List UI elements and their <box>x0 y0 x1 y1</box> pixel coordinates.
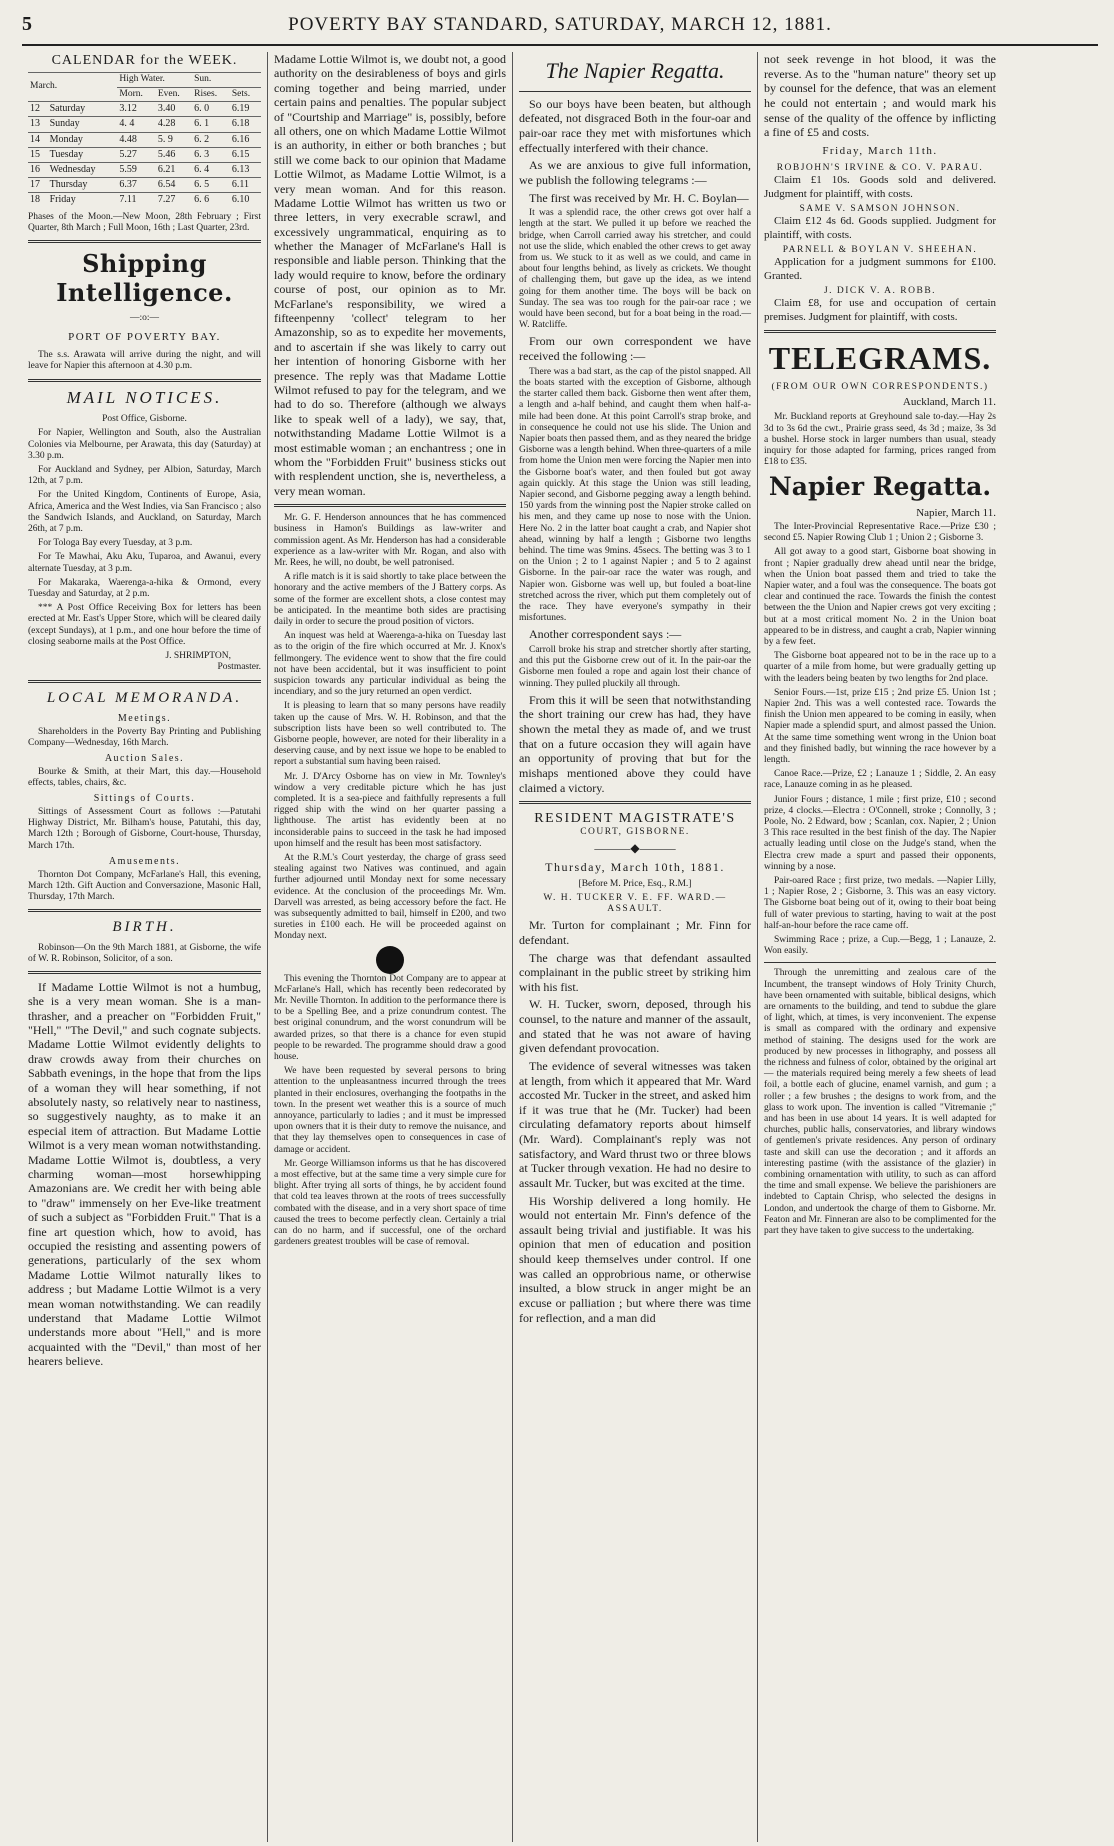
column-4 <box>757 52 1002 1842</box>
news-paragraph: Mr. George Williamson informs us that he has discovered a most effective, but at the same time a very simple cure for blight. After trying all sorts of things, he by accident found that cold tea leaves thrown at the roots of trees successfully combated with the disease, and in a very short space of time caused the trees to become perfectly clean. Certainly a trial can do no harm, and if successful, one of the orchard gardeners greatest troubles will be case of removal. <box>274 1158 506 1248</box>
calendar-cell: 3.40 <box>156 102 192 117</box>
calendar-cell: 6. 6 <box>192 193 230 208</box>
mail-item: For Tologa Bay every Tuesday, at 3 p.m. <box>38 538 193 549</box>
mail-item: For the United Kingdom, Continents of Europe, Asia, Africa, America and the West Indies, via San Francisco ; also the Sandwich Islands, and Auckland, on Saturday, March 26th, at 7 p.m. <box>28 490 261 535</box>
memo-heading: Auction Sales. <box>104 753 185 764</box>
column-3: The Napier Regatta. So our boys have been beaten, but although defeated, not disgraced Both in the four-oar and pair-oar race they met with misfortunes which effectually interfered with their chance. As we are anxious to give full information, we publish the following telegrams :— The first was received by Mr. H. C. Boylan— It was a splendid race, the other crews got over half a length at the start. We pulled it up before we reached the bridge, when Carroll carried away his stretcher, and could not use the slide, which enabled the other crews to get away from us. We stuck to it as well as we could, and came in about four lengths behind, as lively as crickets. We thought of challenging them, but gave up the idea, as we intend going for them another time. The boys will be back on Sunday. The sea was too rough for the pair-oar race ; we would have been second, but for a boat being in the road.—W. Ratcliffe. From our own correspondent we have received the following :— There was a bad start, as the cap of the pistol snapped. All the boats started with the exception of Gisborne, although the starter called them back. Gisborne then went after them, a length and a-half behind, and caught them when half-a-mile had been done. At this point Carroll's strap broke, and in consequence he could not use his slide. The Union and Napier boats then passed them, and as they neared the bridge Gisborne was a length behind. When three-quarters of a mile from home the Union men were forcing the Napier men into the Gisborne boat's water, and then fouled but got away again quickly. At this stage the Union was still leading, Napier second, and Gisborne pegging away a length behind. 150 yards from the winning post the Napier stroke called on his men, and they came up nose to nose with the Union. Here No. 2 in the latter boat caught a crab, and Napier shot ahead, winning by half a length ; Gisborne two lengths behind. The time was 9mins. 45secs. The betting was 3 to 1 on the Union ; 2 to 1 against Napier ; and 5 to 2 against Gisborne. In the pair-oar race the water was rough, and Napier won. Gisborne was well up, but fouled a boat-line stretched across the river, which put them completely out of the race. They have everyone's sympathy in their misfortunes. Another correspondent says :— Carroll broke his strap and stretcher shortly after starting, and this put the Gisborne crew out of it. In the pair-oar the Gisborne men fouled a rope and again lost their chance of winning. They pulled pluckily all through. From this it will be seen that notwithstanding the short training our crew has had, they have shown the metal they as made of, and we trust that on a future occasion they will again have an opportunity of proving that but for the mishaps mentioned above they could have claimed a victory. RESIDENT MAGISTRATE'S COURT, GISBORNE. ———◆——— Thursday, March 10th, 1881. [Before M. Price, Esq., R.M.] W. H. TUCKER V. E. FF. WARD.—ASSAULT. Mr. Turton for complainant ; Mr. Finn for defendant. The charge was that defendant assaulted complainant in the public street by striking him with his fist. W. H. Tucker, sworn, deposed, through his counsel, to the nature and manner of the assault, and stated that he was not aware of having given defendant provocation. The evidence of several witnesses was taken at length, from which it appeared that Mr. Ward accosted Mr. Tucker in the street, and asked him if it was true that he (Mr. Tucker) had been circulating defamatory reports about himself (Mr. Ward). Complainant's reply was not satisfactory, and Ward thrust two or three blows at Tucker through vexation. He had no desire to assault Mr. Tucker, but was excited at the time. His Worship delivered a long homily. He would not entertain Mr. Finn's defence of the assault being trivial and justifiable. It was his opinion that men of education and position should keep themselves under control. If one was called an opprobrious name, or otherwise insulted, a blow struck in anger might be an excuse or palliation ; but where there was time for reflection, and a man did <box>512 52 757 1842</box>
friday-heading: Friday, March 11th. <box>822 144 938 157</box>
memo-heading: Meetings. <box>117 712 172 724</box>
newspaper-title: POVERTY BAY STANDARD, SATURDAY, MARCH 12, 1881. <box>288 14 832 35</box>
napier-item: Canoe Race.—Prize, £2 ; Lanauze 1 ; Siddle, 2. An easy race, Lanauze coming in as he pleased. <box>764 769 996 791</box>
regatta-intro-3: The first was received by Mr. H. C. Boylan— <box>529 190 749 205</box>
calendar-cell: 6.18 <box>230 117 261 132</box>
regatta-title: The Napier Regatta. <box>545 58 725 83</box>
calendar-cell: 4.48 <box>117 132 155 147</box>
court-paragraph: W. H. Tucker, sworn, deposed, through his counsel, to the nature and manner of the assault, and stated that he was not aware of having given defendant provocation. <box>519 997 751 1056</box>
calendar-cell: 6. 1 <box>192 117 230 132</box>
calendar-table: March. High Water. Sun. Morn. Even. Rises. Sets. 12 Saturday 3.12 3.40 6. 0 6.19 13 Sunday 4. 4 4.28 6. 1 6.18 14 Monday 4.48 5. 9 6. 2 6.16 15 Tuesday 5.27 5.46 6. 3 6.15 16 Wednesday 5.59 6.21 6. 4 6.13 17 Thursday 6.37 6.54 6. 5 6.11 18 Friday 7.11 7.27 6. 6 6.10 <box>28 72 261 207</box>
court-paragraph: The charge was that defendant assaulted complainant in the public street by striking him with his fist. <box>519 950 751 994</box>
case-text: Application for a judgment summons for £100. Granted. <box>764 256 996 282</box>
calendar-cell: 18 <box>28 193 48 208</box>
calendar-cell: 5.46 <box>156 147 192 162</box>
calendar-cell: 6.19 <box>230 102 261 117</box>
calendar-cell: 13 <box>28 117 48 132</box>
court-date: Thursday, March 10th, 1881. <box>545 860 725 875</box>
mail-item: *** A Post Office Receiving Box for letters has been erected at Mr. East's Upper Store, which will be cleared daily (except Sundays), at 1 p.m., and one hour before the time of closing seaborne mails at the Post Office. <box>28 603 261 647</box>
calendar-cell: 6.16 <box>230 132 261 147</box>
court-cases <box>764 163 996 324</box>
calendar-cell: Thursday <box>48 178 118 193</box>
shipping-title: Shipping Intelligence. <box>56 248 233 308</box>
calendar-cell: Sunday <box>48 117 118 132</box>
calendar-cell: 4. 4 <box>117 117 155 132</box>
calendar-cell: 4.28 <box>156 117 192 132</box>
case-name: PARNELL & BOYLAN V. SHEEHAN. <box>782 245 978 256</box>
napier-item: Pair-oared Race ; first prize, two medals. —Napier Lilly, 1 ; Napier Rose, 2 ; Gisborne, 3. This was an easy victory. The Gisborne boat being out of it, owing to their boat being full of water previous to starting, having to wait at the post half-an-hour before the race came off. <box>764 876 996 931</box>
regatta-conclusion: From this it will be seen that notwithstanding the short training our crew has had, they have shown the metal they as made of, and we trust that on a future occasion they will again have an opportunity of proving that but for the mishaps mentioned above they could have claimed a victory. <box>519 692 751 795</box>
local-memoranda-title: LOCAL MEMORANDA. <box>46 689 243 706</box>
court-paragraph: His Worship delivered a long homily. He would not entertain Mr. Finn's defence of the assault being trivial and justifiable. It was his opinion that men of education and position should keep themselves under control. If one was called an opprobrious name, or otherwise insulted, a blow struck in anger might be an excuse or palliation ; but where there was time for reflection, and a man did <box>519 1193 751 1325</box>
calendar-cell: 6.13 <box>230 162 261 177</box>
auckland-text: Mr. Buckland reports at Greyhound sale to-day.—Hay 2s 3d to 3s 6d the cwt., Prairie grass seed, 4s 3d ; maize, 3s 3d a bushel. Horse stock in larger numbers than usual, steady inquiry for those adapted for farming, prices ranged from £18 to £35. <box>764 412 996 468</box>
telegram-2: There was a bad start, as the cap of the pistol snapped. All the boats started with the exception of Gisborne, although the starter called them back. Gisborne then went after them, a length and a-half behind, and caught them when half-a-mile had been done. At this point Carroll's strap broke, and in consequence he could not use his slide. The Union and Napier boats then passed them, and as they neared the bridge Gisborne was a length behind. When three-quarters of a mile from home the Union men were forcing the Napier men into the Gisborne boat's water, and then fouled but got away again quickly. At this stage the Union was still leading, Napier second, and Gisborne pegging away a length behind. 150 yards from the winning post the Napier stroke called on his men, and they came up nose to nose with the Union. Here No. 2 in the latter boat caught a crab, and Napier shot ahead, winning by half a length ; Gisborne two lengths behind. The time was 9mins. 45secs. The betting was 3 to 1 on the Union ; 2 to 1 against Napier ; and 5 to 2 against Gisborne. In the pair-oar race the water was rough, and Napier won. Gisborne was well up, but fouled a boat-line stretched across the river, which put them completely out of the race. They have everyone's sympathy in their misfortunes. <box>519 366 751 624</box>
calendar-cell: 6.11 <box>230 178 261 193</box>
mail-item: For Napier, Wellington and South, also the Australian Colonies via Melbourne, per Arawata, this day (Saturday) at 3.30 p.m. <box>28 428 261 461</box>
case-text: Claim £8, for use and occupation of certain premises. Judgment for plaintiff, with costs. <box>764 297 996 323</box>
calendar-cell: 6.54 <box>156 178 192 193</box>
birth-notice: Robinson—On the 9th March 1881, at Gisborne, the wife of W. R. Robinson, Solicitor, of a son. <box>28 942 261 964</box>
news-paragraph: Mr. G. F. Henderson announces that he has commenced business in Hamon's Buildings as law-writer and commission agent. As Mr. Henderson has had a considerable experience as a law-writer with Mr. Rogan, and also with Mr. Rees, he will, no doubt, be well patronised. <box>274 513 506 568</box>
telegrams-sub: (FROM OUR OWN CORRESPONDENTS.) <box>771 382 989 393</box>
telegrams-title: TELEGRAMS. <box>768 340 992 377</box>
calendar-cell: 6.10 <box>230 193 261 208</box>
news-paragraph: At the R.M.'s Court yesterday, the charge of grass seed stealing against two Natives was continued, and again further adjourned until Monday next for some necessary evidence. At the conclusion of the proceedings Mr. Wm. Darvell was arrested, as being accessory before the fact. He was subsequently admitted to bail, himself in £200, and two sureties in £100 each. He will be proceeded against on Monday next. <box>274 853 506 942</box>
news-paragraph: This evening the Thornton Dot Company are to appear at McFarlane's Hall, which has recently been redecorated by Mr. Neville Thornton. In addition to the performance there is to be a Spelling Bee, and a prize conundrum contest. The best original conundrum, and the worst conundrum will be awarded prizes, so that there is a chance for even stupid people to be rewarded. The programme should draw a good house. <box>274 973 506 1063</box>
news-paragraph: Mr. J. D'Arcy Osborne has on view in Mr. Townley's window a very creditable picture which he has just completed. It is a sea-piece and faithfully represents a full rigged ship with the wind on her quarter passing a lighthouse. The artist has evidently been at no inconsiderable pains to succeed in the task he had imposed upon himself and the result has been most satisfactory. <box>274 771 506 849</box>
telegram-1: It was a splendid race, the other crews got over half a length at the start. We pulled it up before we reached the bridge, when Carroll carried away his stretcher, and could not use the slide, which enabled the other crews to get away from us. We stuck to it as well as we could, and came in about four lengths behind, as lively as crickets. We thought of challenging them, but gave up the idea, as we intend going for them another time. The boys will be back on Sunday. The sea was too rough for the pair-oar race ; we would have been second, but for a boat being in the road.—W. Ratcliffe. <box>519 208 751 331</box>
case-name: ROBJOHN'S IRVINE & CO. V. PARAU. <box>776 163 984 174</box>
calendar-row <box>28 102 261 117</box>
napier-items <box>764 522 996 958</box>
court-case: W. H. TUCKER V. E. FF. WARD.—ASSAULT. <box>543 892 727 915</box>
regatta-intro-2: As we are anxious to give full information, we publish the following telegrams :— <box>519 158 751 187</box>
case-name: SAME V. SAMSON JOHNSON. <box>799 204 961 215</box>
calendar-cell: 7.11 <box>117 193 155 208</box>
calendar-cell: 6.21 <box>156 162 192 177</box>
calendar-cell: 6. 0 <box>192 102 230 117</box>
calendar-cell: Saturday <box>48 102 118 117</box>
case-text: Claim £12 4s 6d. Goods supplied. Judgment for plaintiff, with costs. <box>764 215 996 241</box>
news-paragraph: A rifle match is it is said shortly to take place between the honorary and the active members of the J Battery corps. As some of the former are excellent shots, a close contest may be anticipated. In the meantime both sides are practising daily in order to secure the proud position of victors. <box>274 572 506 627</box>
calendar-cell: 6. 4 <box>192 162 230 177</box>
napier-item: Junior Fours ; distance, 1 mile ; first prize, £10 ; second prize, 4 clocks.—Electra : O'Connell, stroke ; Connolly, 3 ; Poole, No. 2 Edward, bow ; Scanlan, cox. Napier, 2 ; Union 3 This race resulted in the best finish of the day. The Napier actually leading until close on the Judge's stand, when the Electra crew made a spurt and passed their opponents, winning by a nose. <box>764 794 996 872</box>
calendar-cell: 7.27 <box>156 193 192 208</box>
ink-blot <box>274 946 506 974</box>
signature-title: Postmaster. <box>217 662 261 673</box>
court-paragraph: Mr. Turton for complainant ; Mr. Finn for defendant. <box>519 918 751 947</box>
memo-text: Bourke & Smith, at their Mart, this day.—Household effects, tables, chairs, &c. <box>28 766 261 788</box>
calendar-row <box>28 193 261 208</box>
calendar-row <box>28 147 261 162</box>
mail-item: For Auckland and Sydney, per Albion, Saturday, March 12th, at 7 p.m. <box>28 465 261 487</box>
calendar-cell: Friday <box>48 193 118 208</box>
napier-regatta-title: Napier Regatta. <box>768 472 992 502</box>
another-correspondent: Another correspondent says :— <box>529 627 682 642</box>
regatta-intro-1: So our boys have been beaten, but although defeated, not disgraced Both in the four-oar and pair-oar race they met with misfortunes which effectually interfered with their chance. <box>519 96 751 155</box>
memo-heading: Sittings of Courts. <box>93 793 196 805</box>
mail-item: For Makaraka, Waerenga-a-hika & Ormond, every Tuesday and Saturday, at 2 p.m. <box>28 577 261 600</box>
napier-item: The Gisborne boat appeared not to be in the race up to a quarter of a mile from home, but were gradually getting up with the leaders being beaten by two lengths for 2nd place. <box>764 651 996 684</box>
calendar-cell: 16 <box>28 162 48 177</box>
calendar-cell: Monday <box>48 132 118 147</box>
mail-items <box>28 428 261 648</box>
birth-title: BIRTH. <box>112 919 177 936</box>
calendar-cell: 5.27 <box>117 147 155 162</box>
calendar-cell: 6. 3 <box>192 147 230 162</box>
news-paragraph: We have been requested by several persons to bring attention to the unpleasantness incurred through the trees planted in their enclosures, overhanging the footpaths in the town. In the present wet weather this is a source of much annoyance, particularly to ladies ; and it must be impressed upon owners that it is their duty to remove the nuisance, and that they lay themselves open to consequences in case of damage or accident. <box>274 1066 506 1155</box>
napier-item: Swimming Race ; prize, a Cup.—Begg, 1 ; Lanauze, 2. Won easily. <box>764 935 996 957</box>
napier-dateline: Napier, March 11. <box>916 506 996 519</box>
calendar-cell: 6. 2 <box>192 132 230 147</box>
court-before: [Before M. Price, Esq., R.M.] <box>578 878 692 889</box>
napier-item: All got away to a good start, Gisborne boat showing in front ; Napier gradually drew ahead until near the bridge, when the Union boat passed them and tried to take the Napier water, and a foul was the consequence. The boats got clear and continued the race. Towards the finish the contest between the the Union and Napier crews got very exciting ; but at a most critical moment No. 2 in the Union boat appeared to be in distress, and caught a crab, Napier winning by a few feet. <box>764 547 996 647</box>
news-paragraph: It is pleasing to learn that so many persons have readily taken up the cause of Mrs. W. H. Robinson, and that the subscription lists have been so well contributed to. The Gisborne people, however, are noted for their liberality in a deserving cause, and by next issue we hope to be enabled to report a substantial sum having been raised. <box>274 701 506 768</box>
correspondent-intro: From our own correspondent we have received the following :— <box>519 334 751 364</box>
mail-item: For Te Mawhai, Aku Aku, Tuparoa, and Awanui, every alternate Tuesday, at 3 p.m. <box>28 552 261 574</box>
port-heading: PORT OF POVERTY BAY. <box>68 330 221 343</box>
page-number: 5 <box>22 13 32 35</box>
column-1: CALENDAR for the WEEK. March. High Water. Sun. Morn. Even. Rises. Sets. 12 Saturday 3.12 3.40 6. 0 6.19 13 Sunday 4. 4 4.28 6. 1 6.18 14 Monday 4.48 5. 9 6. 2 6.16 15 Tuesday 5.27 5.46 6. 3 6.15 16 Wednesday 5.59 6.21 6. 4 6.13 17 Thursday 6.37 6.54 6. 5 6.11 18 Friday 7.11 7.27 6. 6 6.10 Phases of the Moon.—New Moon, 28th February ; First Quarter, 8th March ; Full Moon, 16th ; Last Quarter, 23rd. Shipping Intelligence. —:o:— PORT OF POVERTY BAY. The s.s. Arawata will arrive during the night, and will leave for Napier this afternoon at 4.30 p.m. MAIL NOTICES. Post Office, Gisborne. For Napier, Wellington and South, also the Australian Colonies via Melbourne, per Arawata, this day (Saturday) at 3.30 p.m. For Auckland and Sydney, per Albion, Saturday, March 12th, at 7 p.m. For the United Kingdom, Continents of Europe, Asia, Africa, America and the West Indies, via San Francisco ; also the Sandwich Islands, and Auckland, on Saturday, March 26th, at 7 p.m. For Tologa Bay every Tuesday, at 3 p.m. For Te Mawhai, Aku Aku, Tuparoa, and Awanui, every alternate Tuesday, at 3 p.m. For Makaraka, Waerenga-a-hika & Ormond, every Tuesday and Saturday, at 2 p.m. *** A Post Office Receiving Box for letters has been erected at Mr. East's Upper Store, which will be cleared daily (except Sundays), at 1 p.m., and one hour before the time of closing seaborne mails at the Post Office. J. SHRIMPTON, Postmaster. LOCAL MEMORANDA. Meetings. Shareholders in the Poverty Bay Printing and Publishing Company—Wednesday, 16th March. Auction Sales. Bourke & Smith, at their Mart, this day.—Household effects, tables, chairs, &c. Sittings of Courts. Sittings of Assessment Court as follows :—Patutahi Highway District, Mr. Bilham's house, Patutahi, this day, March 12th ; Borough of Gisborne, Court-house, Thursday, March 17th. Amusements. Thornton Dot Company, McFarlane's Hall, this evening, March 12th. Gift Auction and Conversazione, Masonic Hall, Thursday, 17th March. BIRTH. Robinson—On the 9th March 1881, at Gisborne, the wife of W. R. Robinson, Solicitor, of a son. If Madame Lottie Wilmot is not a humbug, she is a very mean woman. She is a man-thrasher, and a preacher on "Forbidden Fruit," "Hell," "The Devil," and such cognate subjects. Madame Lottie Wilmot evidently delights to draw crowds away from their churches on Sabbath evenings, in the hope that from the lips of a woman they will hear something, if not absolutely nasty, so relatively near to nastiness, so suggestively naughty, as to make it an especial item of attraction. But Madame Lottie Wilmot is a very mean woman notwithstanding. Madame Lottie Wilmot is, doubtless, a very charming woman—most horsewhipping Amazonians are. We credit her with being able to "draw" immensely on her Eve-like treatment of such a subject as "Forbidden Fruit." That is a fine art question which, how to avoid, has occupied the resisting and assenting powers of generations, particularly of the sex whom Madame Lottie Wilmot naturally likes to address ; but Madame Lottie Wilmot is a very mean woman notwithstanding. We can readily understand that Madame Lottie Wilmot understands more about "Hell," and is more acquainted with the "Devil," than most of her hearers believe. <box>28 53 261 1369</box>
shipping-text: The s.s. Arawata will arrive during the night, and will leave for Napier this afternoon at 4.30 p.m. <box>28 350 261 372</box>
moon-phases: Phases of the Moon.—New Moon, 28th February ; First Quarter, 8th March ; Full Moon, 16th ; Last Quarter, 23rd. <box>28 211 261 233</box>
calendar-cell: 6.15 <box>230 147 261 162</box>
case-name: J. DICK V. A. ROBB. <box>823 286 937 297</box>
memoranda-sections <box>28 713 261 903</box>
court-paragraphs <box>519 918 751 1325</box>
masthead <box>22 12 1098 46</box>
memo-text: Sittings of Assessment Court as follows :—Patutahi Highway District, Mr. Bilham's house, Patutahi, this day, March 12th ; Borough of Gisborne, Court-house, Thursday, March 17th. <box>28 807 261 851</box>
court-subtitle: COURT, GISBORNE. <box>580 827 690 838</box>
calendar-title: CALENDAR for the WEEK. <box>51 53 238 68</box>
calendar-cell: 15 <box>28 147 48 162</box>
editorial-part-1: If Madame Lottie Wilmot is not a humbug, she is a very mean woman. She is a man-thrasher, and a preacher on "Forbidden Fruit," "Hell," "The Devil," and such cognate subjects. Madame Lottie Wilmot evidently delights to draw crowds away from their churches on Sabbath evenings, in the hope that from the lips of a woman they will hear something, if not absolutely nasty, so relatively near to nastiness, so suggestively naughty, as to make it an especial item of attraction. But Madame Lottie Wilmot is a very mean woman notwithstanding. Madame Lottie Wilmot is, doubtless, a very charming woman—most horsewhipping Amazonians are. We credit her with being able to "draw" immensely on her Eve-like treatment of such a subject as "Forbidden Fruit." That is a fine art question which, how to avoid, has occupied the resisting and assenting powers of generations, particularly of the sex whom Madame Lottie Wilmot naturally likes to address ; but Madame Lottie Wilmot is a very mean woman notwithstanding. We can readily understand that Madame Lottie Wilmot understands more about "Hell," and is more acquainted with the "Devil," than most of her hearers believe. <box>28 979 261 1369</box>
calendar-cell: 5.59 <box>117 162 155 177</box>
calendar-cell: Tuesday <box>48 147 118 162</box>
napier-item: The Inter-Provincial Representative Race.—Prize £30 ; second £5. Napier Rowing Club 1 ; Union 2 ; Gisborne 3. <box>764 521 996 544</box>
mail-notices-title: MAIL NOTICES. <box>66 387 223 407</box>
editorial-part-2: Madame Lottie Wilmot is, we doubt not, a good authority on the desirableness of boys and girls coming together and being married, under certain pains and penalties. The popular subject of "Courtship and Marriage" is, possibly, before all others, one on which Madame Lottie Wilmot is an authority, in either or both branches ; but still we come back to our opinion that Madame Lottie Wilmot, as Madame Lottie Wilmot, is a very mean woman. And for this reason. Madame Lottie Wilmot has written us two or three letters, in very execrable scrawl, and excessively ungrammatical, enquiring as to whether the Manager of McFarlane's Hall is responsible and liable person. Thinking that the lady would require to know, before the ordinary course of post, our opinion as to Mr. McFarlane's responsibility, we wired a fifteenpenny 'collect' telegram to her Amazonship, so as to expedite her movements, and to ascertain if she was likely to carry out her intention of honoring Gisborne with her presence. The reply was that Madame Lottie Wilmot refused to pay for the telegram, and we had to do so. Therefore (although we always like to speak well of a lady), we say, that, notwithstanding Madame Lottie Wilmot is a most estimable woman ; an enchantress ; one in whom the "Forbidden Fruit" business sticks out with resplendent unction, she is, nevertheless, a very mean woman. <box>274 52 506 498</box>
calendar-row <box>28 178 261 193</box>
calendar-cell: 14 <box>28 132 48 147</box>
signature: J. SHRIMPTON, <box>165 651 231 662</box>
court-paragraph: The evidence of several witnesses was taken at length, from which it appeared that Mr. Ward accosted Mr. Tucker in the street, and asked him if it was true that he (Mr. Tucker) had been circulating defamatory reports about himself (Mr. Ward). Complainant's reply was not satisfactory, and Ward thrust two or three blows at Tucker through vexation. He had no desire to assault Mr. Tucker, but was excited at the time. <box>519 1058 751 1190</box>
calendar-cell: Wednesday <box>48 162 118 177</box>
calendar-cell: 6. 5 <box>192 178 230 193</box>
post-office-label: Post Office, Gisborne. <box>102 414 187 425</box>
court-title: RESIDENT MAGISTRATE'S <box>534 811 736 827</box>
napier-item: Senior Fours.—1st, prize £15 ; 2nd prize £5. Union 1st ; Napier 2nd. This was a well contested race. Towards the finish the Union men appeared to be coming in easily, when Napier made a splendid spurt, and almost passed the Union. At the same time something went wrong in the Union boat and they finished badly, but winning the race however by a length. <box>764 687 996 765</box>
news-paragraph: An inquest was held at Waerenga-a-hika on Tuesday last as to the origin of the fire which occurred at Mr. J. Knox's fellmongery. The evidence went to show that the fire could not have been accidental, but it was insufficient to point suspicion towards any particular individual as being the incendiary, and so the jury returned an open verdict. <box>274 631 506 698</box>
news-paragraphs <box>274 513 506 1248</box>
calendar-row <box>28 132 261 147</box>
case-text: Claim £1 10s. Goods sold and delivered. Judgment for plaintiff, with costs. <box>764 174 996 200</box>
memo-text: Thornton Dot Company, McFarlane's Hall, this evening, March 12th. Gift Auction and Conversazione, Masonic Hall, Thursday, 17th March. <box>28 869 261 903</box>
column-2 <box>267 52 512 1842</box>
calendar-row <box>28 117 261 132</box>
memo-text: Shareholders in the Poverty Bay Printing and Publishing Company—Wednesday, 16th March. <box>28 726 261 748</box>
calendar-cell: 5. 9 <box>156 132 192 147</box>
calendar-row <box>28 162 261 177</box>
telegram-3: Carroll broke his strap and stretcher shortly after starting, and this put the Gisborne crew out of it. In the pair-oar the Gisborne men fouled a rope and again lost their chance of winning. They pulled pluckily all through. <box>519 644 751 689</box>
calendar-cell: 3.12 <box>117 102 155 117</box>
auckland-dateline: Auckland, March 11. <box>902 396 996 409</box>
church-paragraph: Through the unremitting and zealous care of the Incumbent, the transept windows of Holy Trinity Church, have been ornamented with suitable, biblical designs, which are ornaments to the building, and tend to subdue the glare of light, which, at times, is very inconvenient. The expense is small as compared with the ordinary and expensive method of staining. The designs used for the work are produced by new processes in lithography, and possess all the richness and fulness of color, obtained by the original art — the materials required being merely a few sheets of lead foil, a bottle each of glucine, enamel varnish, and gum ; a roller ; a few brushes ; the designs to work from, and the glass to work upon. The invention is called "Vitremanie ;" and has been in use about 14 years. It is well adapted for churches, public halls, conservatories, and library windows of gentlemen's private residences. Any person of ordinary taste and skill can use the decoration ; and it affords an interesting pastime (with the assistance of the glazier) in combining ornamentation with utility, to such as can afford the time and small expense. We believe the parishioners are indebted to Captain Chrisp, who selected the designs in London, and undertook the charge of them to Gisborne. Mr. Featon and Mr. Finneran are also to be complimented for the part they have taken to give success to the undertaking. <box>764 968 996 1237</box>
calendar-cell: 12 <box>28 102 48 117</box>
memo-heading: Amusements. <box>108 855 181 867</box>
calendar-cell: 17 <box>28 178 48 193</box>
court-continued: not seek revenge in hot blood, it was the reverse. As to the "human nature" theory set up by counsel for the defence, that was an element he could not entertain ; and would mark his sense of the quality of the offence by inflicting a fine of £5 and costs. <box>764 52 996 140</box>
calendar-cell: 6.37 <box>117 178 155 193</box>
